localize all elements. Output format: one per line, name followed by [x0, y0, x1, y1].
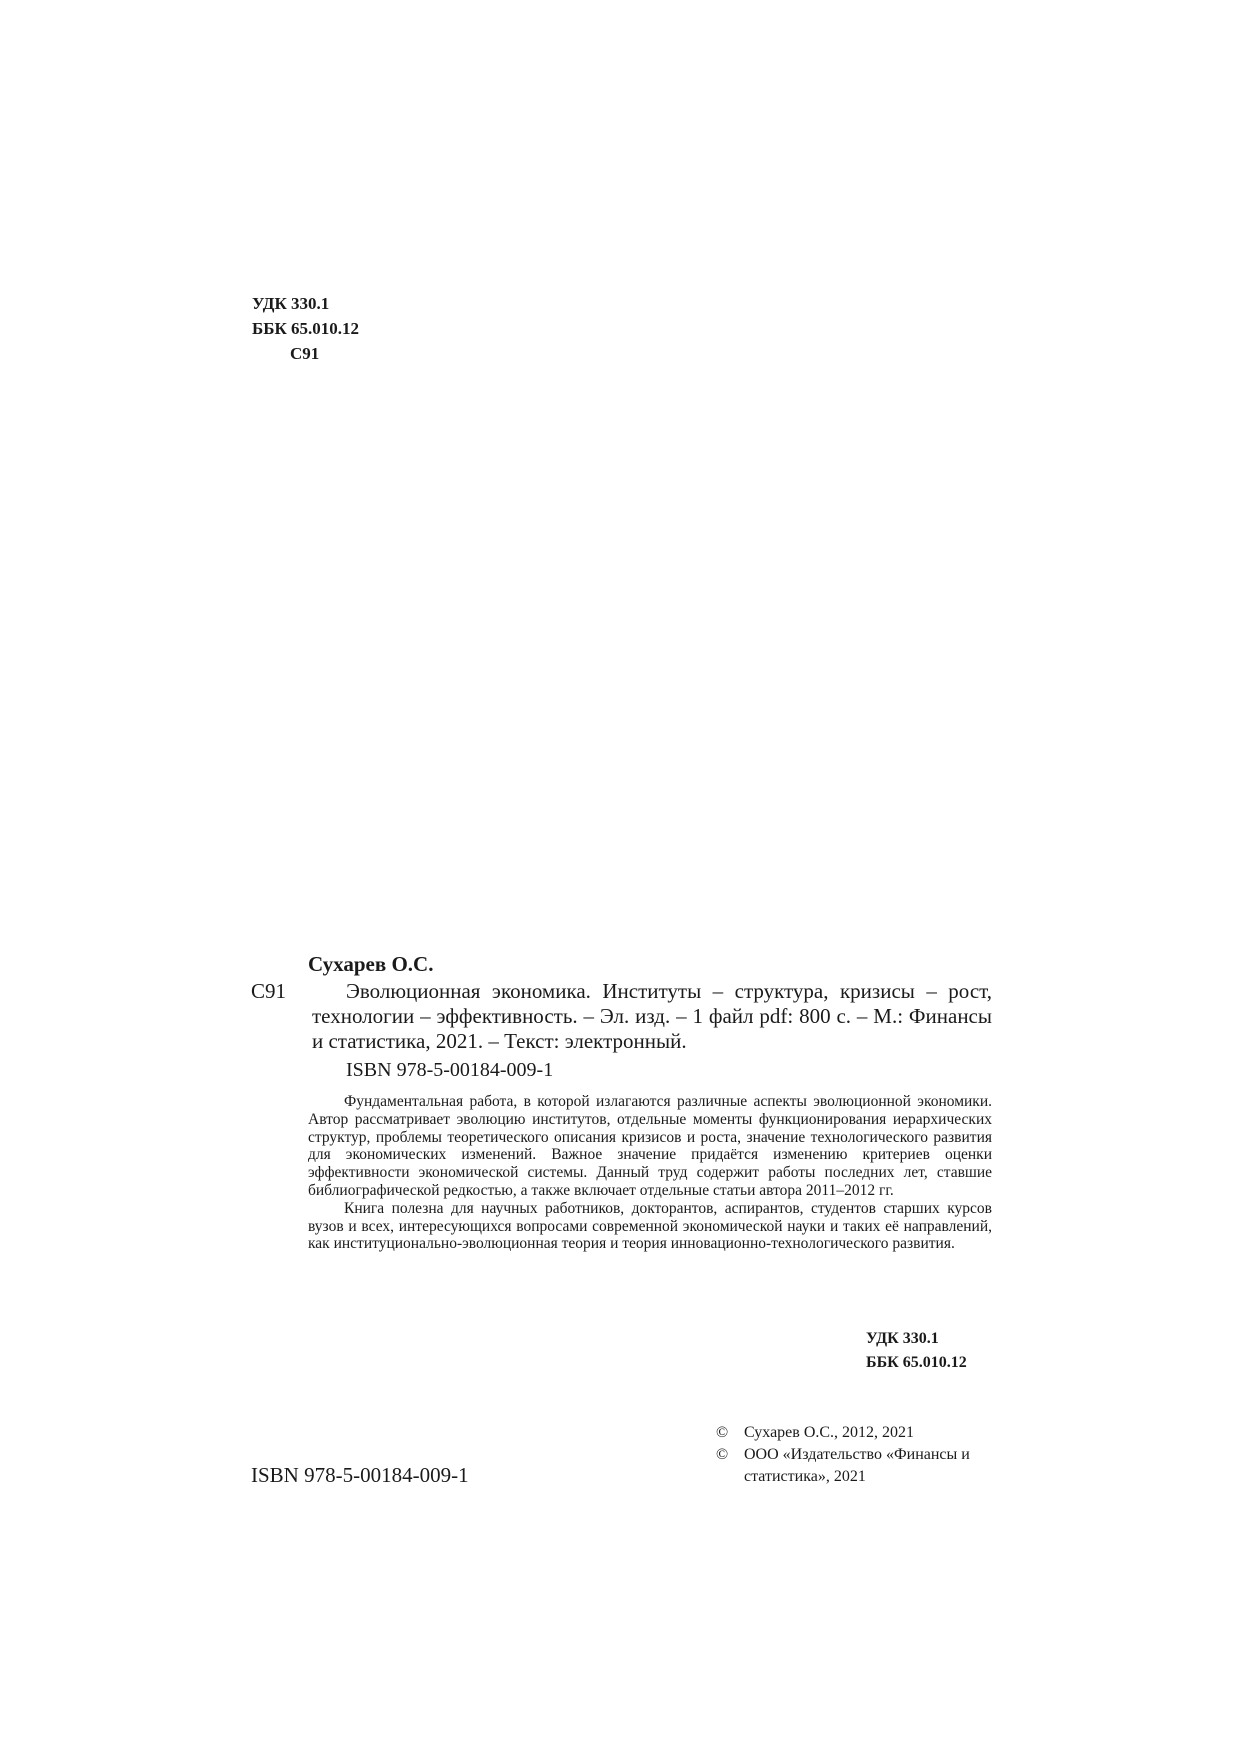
bottom-bbk-code: ББК 65.010.12 [866, 1354, 967, 1371]
bibliographic-entry: Эволюционная экономика. Институты – структура, кризисы – рост, технологии – эффективность. – Эл. изд. – 1 файл pdf: 800 с. – М.: Финансы и статистика, 2021. – Текст: электронный. [312, 979, 992, 1053]
copyright-block [716, 1422, 1016, 1488]
top-author-mark: С91 [290, 344, 320, 363]
copyright-icon: © [716, 1446, 729, 1463]
bottom-udk-code: УДК 330.1 [866, 1330, 939, 1347]
author-name: Сухарев О.С. [308, 952, 434, 976]
copyright-icon: © [716, 1424, 729, 1441]
annotation-paragraph: Фундаментальная работа, в которой излагаются различные аспекты эволюционной экономики. Автор рассматривает эволюцию институтов, отдельные моменты функционирования иерархических структур, проблемы теоретического описания кризисов и роста, значение технологического развития для экономических изменений. Важное значение придаётся изменению критериев оценки эффективности экономической системы. Данный труд содержит работы последних лет, ставшие библиографической редкостью, а также включает отдельные статьи автора 2011–2012 гг. [308, 1093, 992, 1199]
top-bbk-code: ББК 65.010.12 [252, 319, 360, 338]
annotation-paragraph: Книга полезна для научных работников, докторантов, аспирантов, студентов старших курсов вузов и всех, интересующихся вопросами современной экономической науки и таких её направлений, как институционально-эволюционная теория и теория инновационно-технологического развития. [308, 1199, 992, 1253]
bottom-isbn: ISBN 978-5-00184-009-1 [251, 1463, 469, 1487]
copyright-text: ООО «Издательство «Финансы и статистика», 2021 [744, 1446, 970, 1485]
copyright-line [716, 1422, 1016, 1444]
card-author-mark: С91 [251, 979, 287, 1003]
copyright-text: Сухарев О.С., 2012, 2021 [744, 1424, 915, 1441]
annotation [308, 1093, 992, 1253]
card-isbn: ISBN 978-5-00184-009-1 [346, 1059, 554, 1081]
top-udk-code: УДК 330.1 [252, 294, 330, 313]
copyright-line [716, 1444, 1016, 1488]
